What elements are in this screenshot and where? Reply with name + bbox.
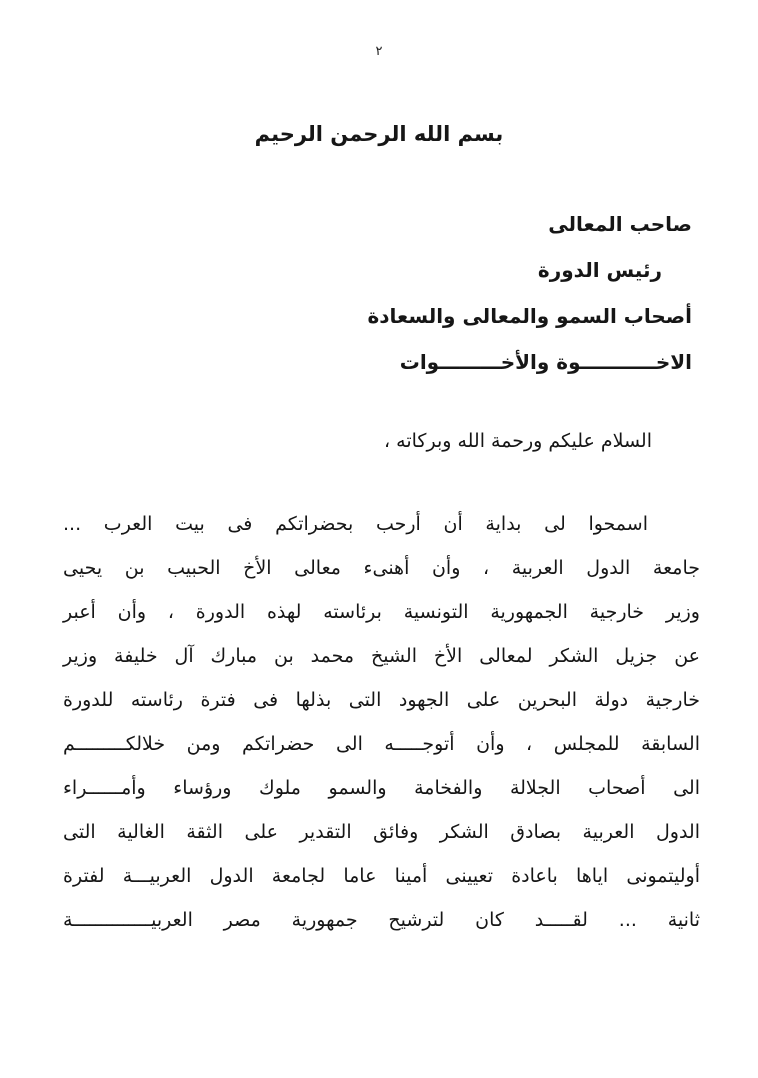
body-paragraph [63,502,700,942]
body-line: جامعة الدول العربية ، وأن أهنىء معالى الأخ الحبيب بن يحيى [63,557,700,579]
body-line: وزير خارجية الجمهورية التونسية برئاسته لهذه الدورة ، وأن أعبر [63,601,700,623]
salutation-line-brothers-sisters: الاخـــــــــــوة والأخـــــــــوات [399,350,692,374]
salutation-line-session-president: رئيس الدورة [537,258,662,282]
body-line: ثانية ... لقـــــد كان لترشيح جمهورية مصر العربيــــــــــــــة [63,909,700,931]
body-line: الى أصحاب الجلالة والفخامة والسمو ملوك ورؤساء وأمــــــراء [63,777,700,799]
body-line: عن جزيل الشكر لمعالى الأخ الشيخ محمد بن مبارك آل خليفة وزير [63,645,700,667]
body-line: أوليتمونى اياها باعادة تعيينى أمينا عاما لجامعة الدول العربيـــة لفترة [63,865,700,887]
salutation-line-his-excellency: صاحب المعالى [548,212,692,236]
salutation-block [60,201,692,385]
body-line: خارجية دولة البحرين على الجهود التى بذلها فى فترة رئاسته للدورة [63,689,700,711]
salutation-line-highnesses: أصحاب السمو والمعالى والسعادة [367,304,692,328]
bismillah-heading: بسم الله الرحمن الرحيم [254,122,504,146]
body-line: الدول العربية بصادق الشكر وفائق التقدير على الثقة الغالية التى [63,821,700,843]
body-line: اسمحوا لى بداية أن أرحب بحضراتكم فى بيت العرب ... [63,513,648,535]
greeting-text: السلام عليكم ورحمة الله وبركاته ، [383,430,652,452]
body-line: السابقة للمجلس ، وأن أتوجـــــه الى حضراتكم ومن خلالكـــــــــم [63,733,700,755]
page-number: ٢ [375,44,383,59]
